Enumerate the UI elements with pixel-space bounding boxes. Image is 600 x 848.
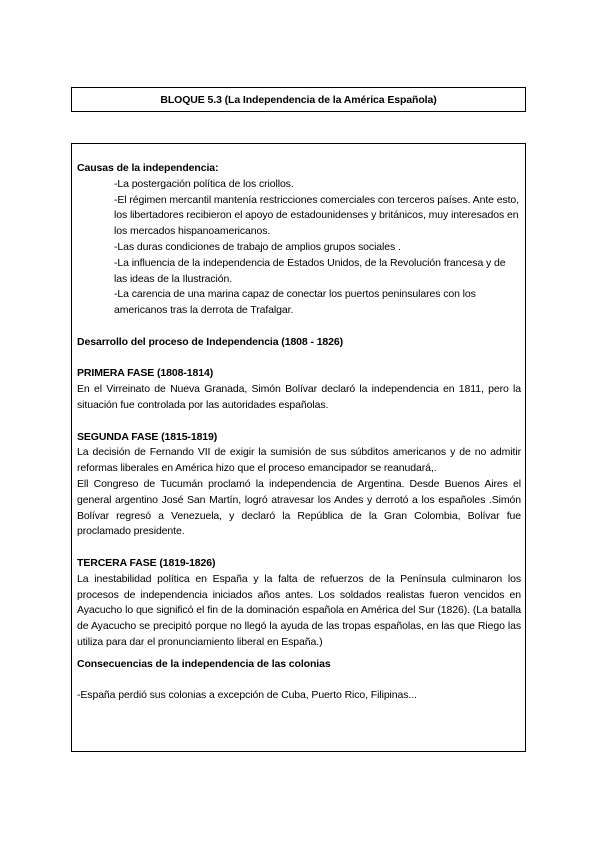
causa-item-2: -El régimen mercantil mantenía restricciones comerciales con terceros países. Ante esto, los libertadores recibieron el apoyo de estadounidenses y británicos, muy interesados en los mercados hispanoamericanos.: [114, 193, 519, 238]
fase1-heading: PRIMERA FASE (1808-1814): [77, 367, 214, 380]
fase3-heading: TERCERA FASE (1819-1826): [77, 556, 216, 569]
document-title: BLOQUE 5.3 (La Independencia de la América Española): [160, 93, 437, 106]
causa-item-3: -Las duras condiciones de trabajo de amplios grupos sociales .: [114, 240, 401, 253]
fase3-text: La inestabilidad política en España y la falta de refuerzos de la Península culminaron los procesos de independencia iniciados años antes. Los soldados realistas fueron vencidos en Ayacucho lo que significó el fin de la dominación española en América del Sur (1826). (La batalla de Ayacucho se precipitó porque no llegó la ayuda de las tropas españolas, en las que Riego las utiliza para dar el pronunciamiento liberal en España.): [77, 572, 521, 648]
fase1-text: En el Virreinato de Nueva Granada, Simón Bolívar declaró la independencia en 1811, pero la situación fue controlada por las autoridades españolas.: [77, 383, 521, 411]
document-title-box: [71, 87, 526, 112]
causa-item-5: -La carencia de una marina capaz de conectar los puertos peninsulares con los americanos tras la derrota de Trafalgar.: [114, 288, 476, 317]
causa-item-4: -La influencia de la independencia de Estados Unidos, de la Revolución francesa y de las ideas de la Ilustración.: [114, 256, 506, 285]
document-content: [77, 161, 521, 704]
causas-heading: Causas de la independencia:: [77, 162, 219, 174]
fase2-heading: SEGUNDA FASE (1815-1819): [77, 430, 218, 443]
consecuencias-heading: Consecuencias de la independencia de las colonias: [77, 657, 331, 670]
desarrollo-heading: Desarrollo del proceso de Independencia (1808 - 1826): [77, 335, 344, 348]
fase2-text-2: Ell Congreso de Tucumán proclamó la independencia de Argentina. Desde Buenos Aires el general argentino José San Martín, logró atravesar los Andes y derrotó a los españoles .Simón Bolívar regresó a Venezuela, y declaró la República de la Gran Colombia, Bolívar fue proclamado presidente.: [77, 477, 521, 538]
causa-item-1: -La postergación política de los criollos.: [114, 177, 294, 190]
fase2-text-1: La decisión de Fernando VII de exigir la sumisión de sus súbditos americanos y de no admitir reformas liberales en América hizo que el proceso emancipador se reanudará,.: [77, 446, 521, 475]
consecuencias-text: -España perdió sus colonias a excepción de Cuba, Puerto Rico, Filipinas...: [77, 689, 417, 702]
